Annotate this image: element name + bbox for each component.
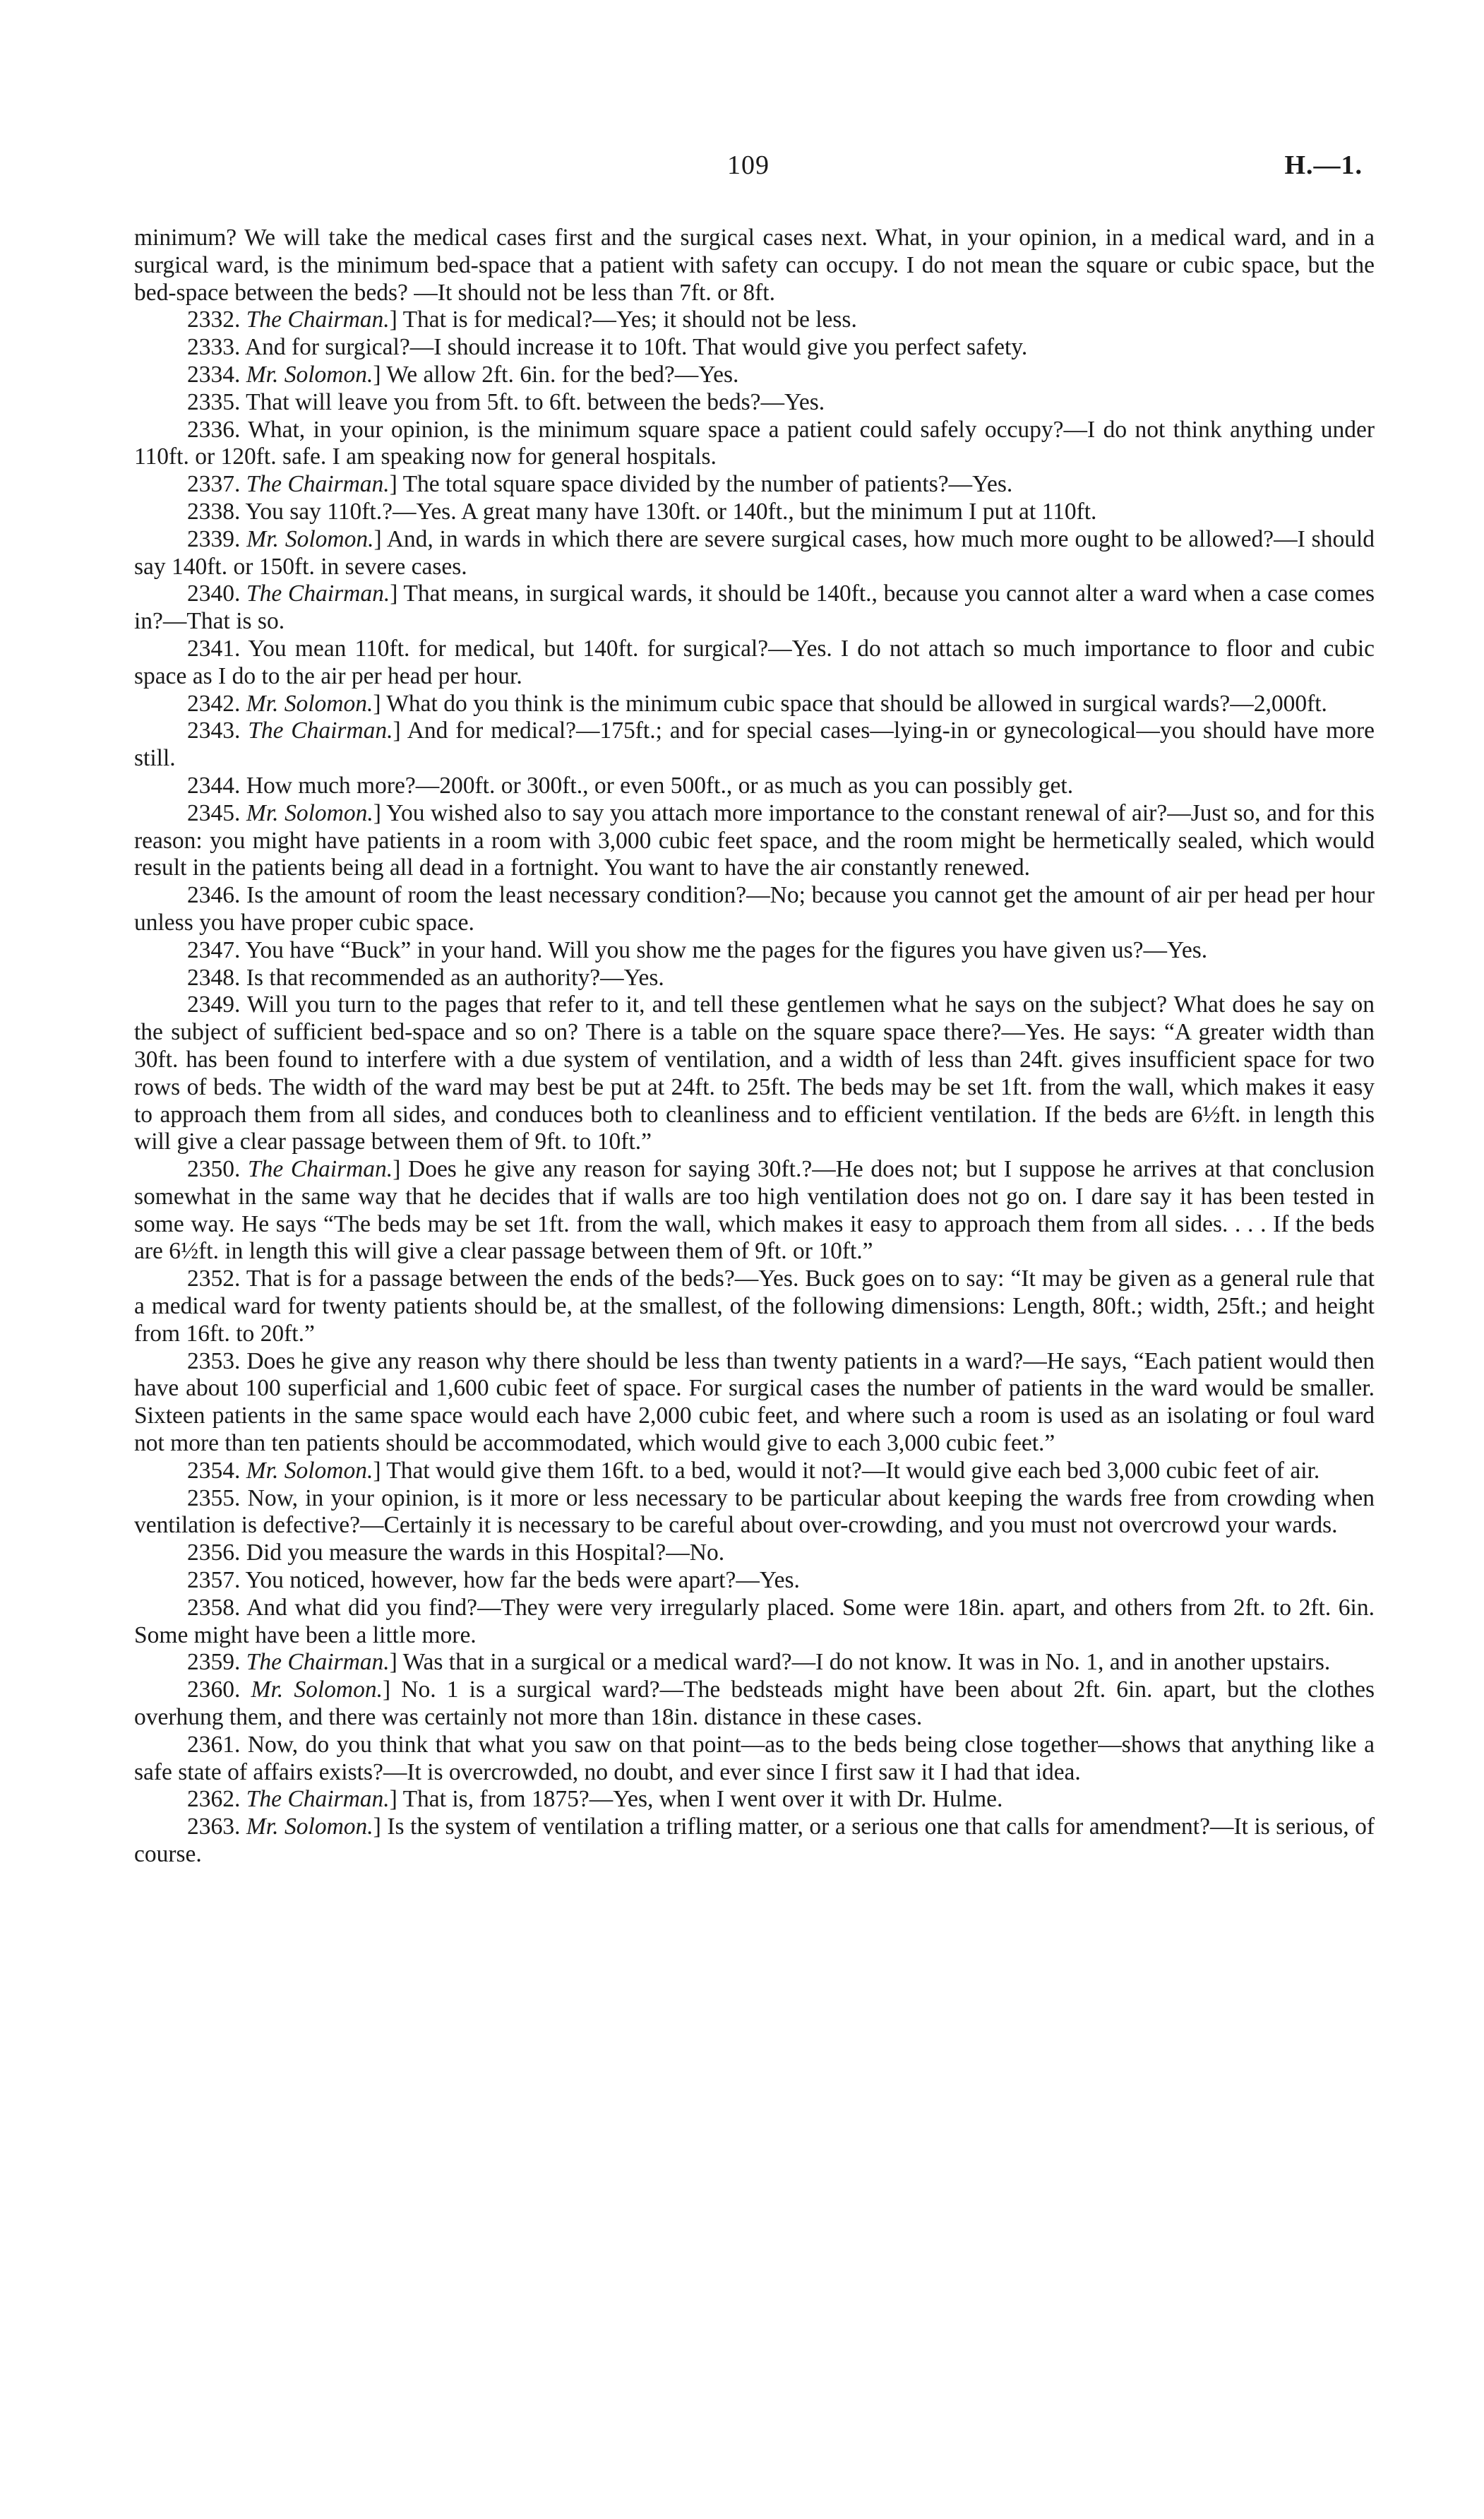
testimony-paragraph [134,1485,1375,1540]
paragraph-text: That will leave you from 5ft. to 6ft. between the beds?—Yes. [246,388,825,415]
question-number: 2337. [187,471,241,498]
testimony-paragraph [134,389,1375,417]
paragraph-text: Now, in your opinion, is it more or less necessary to be particular about keeping the wards free from crowding when ventilation is defective?—Certainly it is necessary to be careful about over-crowding, and you must not overcrowd your wards. [134,1484,1375,1539]
question-number: 2356. [187,1540,241,1566]
testimony-paragraph [134,499,1375,526]
question-number: 2358. [187,1594,241,1621]
testimony-paragraph: 2343. The Chairman.] And for medical?—175ft.; and for special cases—lying-in or gynecological—you should have more still. [134,717,1375,772]
paragraph-text: You noticed, however, how far the beds were apart?—Yes. [245,1567,800,1594]
paragraph-text: That means, in surgical wards, it should be 140ft., because you cannot alter a ward when a case comes in?—That is so. [134,580,1375,635]
paragraph-text: You wished also to say you attach more importance to the constant renewal of air?—Just so, and for this reason: you might have patients in a room with 3,000 cubic feet space, and the room might be hermetically sealed, which would result in the patients being all dead in a fortnight. You want to have the air constantly renewed. [134,799,1375,881]
question-number: 2347. [187,936,241,963]
paragraph-text: Was that in a surgical or a medical ward?—I do not know. It was in No. 1, and in another upstairs. [402,1649,1331,1676]
testimony-paragraph [134,773,1375,800]
testimony-paragraph [134,937,1375,965]
paragraph-text: And what did you find?—They were very irregularly placed. Some were 18in. apart, and others from 2ft. to 2ft. 6in. Some might have been a little more. [134,1594,1375,1648]
paragraph-text: You have “Buck” in your hand. Will you show me the pages for the figures you have given us?—Yes. [245,936,1208,963]
paragraph-text: And, in wards in which there are severe surgical cases, how much more ought to be allowed?—I should say 140ft. or 150ft. in severe cases. [134,525,1375,580]
speaker-name: The Chairman. [246,306,390,333]
testimony-paragraph [134,1348,1375,1458]
testimony-paragraph [134,1540,1375,1567]
question-number: 2340. [187,580,241,607]
testimony-paragraph: 2360. Mr. Solomon.] No. 1 is a surgical ward?—The bedsteads might have been about 2ft. 6in. apart, but the clothes overhung them, and there was certainly not more than 18in. distance in these cases. [134,1677,1375,1731]
paragraph-text: You mean 110ft. for medical, but 140ft. for surgical?—Yes. I do not attach so much importance to floor and cubic space as I do to the air per head per hour. [134,635,1375,689]
paragraph-text: That is for medical?—Yes; it should not be less. [402,306,857,333]
testimony-paragraph: 2363. Mr. Solomon.] Is the system of ventilation a trifling matter, or a serious one that calls for amendment?—It is serious, of course. [134,1814,1375,1868]
testimony-paragraph: 2334. Mr. Solomon.] We allow 2ft. 6in. for the bed?—Yes. [187,361,739,388]
speaker-name: Mr. Solomon. [246,690,373,717]
question-number: 2332. [187,306,241,333]
testimony-paragraph: 2350. The Chairman.] Does he give any reason for saying 30ft.?—He does not; but I suppose he arrives at that conclusion somewhat in the same way that he decides that if walls are too high ventilation does not go on. I dare say it has been tested in some way. He says “The beds may be set 1ft. from the wall, which makes it easy to approach them from all sides. . . . If the beds are 6½ft. in length this will give a clear passage between them of 9ft. or 10ft.” [134,1156,1375,1265]
speaker-name: Mr. Solomon. [246,1814,373,1840]
paragraph-text: That is for a passage between the ends of the beds?—Yes. Buck goes on to say: “It may be given as a general rule that a medical ward for twenty patients should be, at the smallest, of the following dimensions: Length, 80ft.; width, 25ft.; and height from 16ft. to 20ft.” [134,1266,1375,1347]
question-number: 2363. [187,1814,241,1840]
question-number: 2361. [187,1731,241,1758]
question-number: 2342. [187,690,241,717]
testimony-paragraph [134,334,1375,362]
paragraph-text: How much more?—200ft. or 300ft., or even 500ft., or as much as you can possibly get. [246,772,1074,799]
paragraph-text: What do you think is the minimum cubic space that should be allowed in surgical wards?—2,000ft. [386,690,1327,717]
speaker-name: The Chairman. [246,1786,390,1813]
document-reference: H.—1. [1284,150,1363,180]
question-number: 2335. [187,388,241,415]
question-number: 2359. [187,1649,241,1676]
speaker-name: Mr. Solomon. [251,1677,383,1703]
paragraph-text: Is that recommended as an authority?—Yes. [246,964,664,991]
paragraph-text: Will you turn to the pages that refer to it, and tell these gentlemen what he says on the subject? What does he say on the subject of sufficient bed-space and so on? There is a table on the square space there?—Yes. He says: “A greater width than 30ft. has been found to interfere with a due system of ventilation, and a width of less than 24ft. gives insufficient space for two rows of beds. The width of the ward may best be put at 24ft. to 25ft. The beds may be set 1ft. from the wall, which makes it easy to approach them from all sides, and conduces both to cleanliness and to efficient ventilation. If the beds are 6½ft. in length this will give a clear passage between them of 9ft. to 10ft.” [134,991,1375,1155]
question-number: 2350. [187,1156,241,1183]
paragraph-text: Now, do you think that what you saw on that point—as to the beds being close together—shows that anything like a safe state of affairs exists?—It is overcrowded, no doubt, and ever since I first saw it I had that idea. [134,1731,1375,1785]
speaker-name: The Chairman. [248,1156,393,1183]
question-number: 2357. [187,1567,241,1594]
testimony-paragraph [134,1567,1375,1595]
paragraph-text: You say 110ft.?—Yes. A great many have 130ft. or 140ft., but the minimum I put at 110ft. [245,498,1097,525]
testimony-paragraph [134,636,1375,691]
testimony-paragraph: 2354. Mr. Solomon.] That would give them 16ft. to a bed, would it not?—It would give each bed 3,000 cubic feet of air. [187,1457,1320,1484]
paragraph-text: And for surgical?—I should increase it to 10ft. That would give you perfect safety. [244,334,1028,361]
question-number: 2360. [187,1677,241,1703]
paragraph-text: Is the amount of room the least necessary condition?—No; because you cannot get the amount of air per head per hour unless you have proper cubic space. [134,882,1375,936]
paragraph-text: Does he give any reason for saying 30ft.?—He does not; but I suppose he arrives at that conclusion somewhat in the same way that he decides that if walls are too high ventilation does not go on. I dare say it has been tested in some way. He says “The beds may be set 1ft. from the wall, which makes it easy to approach them from all sides. . . . If the beds are 6½ft. in length this will give a clear passage between them of 9ft. or 10ft.” [134,1156,1375,1265]
testimony-paragraph: 2340. The Chairman.] That means, in surgical wards, it should be 140ft., because you cannot alter a ward when a case comes in?—That is so. [134,580,1375,635]
question-number: 2338. [187,498,241,525]
paragraph-text: No. 1 is a surgical ward?—The bedsteads might have been about 2ft. 6in. apart, but the clothes overhung them, and there was certainly not more than 18in. distance in these cases. [134,1677,1375,1731]
speaker-name: Mr. Solomon. [246,1457,373,1484]
question-number: 2344. [187,772,241,799]
question-number: 2355. [187,1484,241,1511]
paragraph-text: The total square space divided by the number of patients?—Yes. [402,471,1013,498]
testimony-text [134,225,1375,1869]
question-number: 2334. [187,361,241,388]
speaker-name: Mr. Solomon. [246,361,373,388]
testimony-paragraph [134,965,1375,992]
question-number: 2343. [187,717,241,744]
testimony-paragraph: 2339. Mr. Solomon.] And, in wards in which there are severe surgical cases, how much more ought to be allowed?—I should say 140ft. or 150ft. in severe cases. [134,525,1375,580]
question-number: 2346. [187,882,241,909]
testimony-paragraph [134,1595,1375,1650]
testimony-paragraph [134,991,1375,1156]
speaker-name: The Chairman. [246,471,390,498]
continued-paragraph [134,225,1375,306]
speaker-name: The Chairman. [248,717,393,744]
testimony-paragraph [134,417,1375,472]
testimony-paragraph [134,1266,1375,1347]
paragraph-text: And for medical?—175ft.; and for special cases—lying-in or gynecological—you should have more still. [134,717,1375,772]
question-number: 2345. [187,799,241,826]
question-number: 2348. [187,964,241,991]
question-number: 2341. [187,635,241,662]
paragraph-text: What, in your opinion, is the minimum square space a patient could safely occupy?—I do not think anything under 110ft. or 120ft. safe. I am speaking now for general hospitals. [134,416,1375,470]
testimony-paragraph: 2332. The Chairman.] That is for medical?—Yes; it should not be less. [187,306,857,333]
page-header [134,150,1363,192]
question-number: 2352. [187,1266,241,1292]
testimony-paragraph: 2337. The Chairman.] The total square space divided by the number of patients?—Yes. [187,471,1013,498]
testimony-paragraph: 2345. Mr. Solomon.] You wished also to say you attach more importance to the constant renewal of air?—Just so, and for this reason: you might have patients in a room with 3,000 cubic feet space, and the room might be hermetically sealed, which would result in the patients being all dead in a fortnight. You want to have the air constantly renewed. [134,799,1375,881]
question-number: 2333. [187,334,241,361]
speaker-name: Mr. Solomon. [246,525,374,552]
testimony-paragraph [134,882,1375,937]
testimony-paragraph: 2342. Mr. Solomon.] What do you think is the minimum cubic space that should be allowed in surgical wards?—2,000ft. [187,690,1327,717]
testimony-paragraph: 2362. The Chairman.] That is, from 1875?—Yes, when I went over it with Dr. Hulme. [187,1786,1003,1813]
question-number: 2353. [187,1347,241,1374]
speaker-name: The Chairman. [246,580,390,607]
paragraph-text: Did you measure the wards in this Hospital?—No. [246,1540,725,1566]
paragraph-text: That is, from 1875?—Yes, when I went over it with Dr. Hulme. [402,1786,1003,1813]
speaker-name: Mr. Solomon. [246,799,373,826]
question-number: 2336. [187,416,241,443]
speaker-name: The Chairman. [246,1649,390,1676]
question-number: 2339. [187,525,241,552]
paragraph-text: That would give them 16ft. to a bed, would it not?—It would give each bed 3,000 cubic feet of air. [386,1457,1320,1484]
question-number: 2354. [187,1457,241,1484]
question-number: 2362. [187,1786,241,1813]
testimony-paragraph [134,1732,1375,1787]
page-number: 109 [727,150,770,180]
paragraph-text: Is the system of ventilation a trifling matter, or a serious one that calls for amendment?—It is serious, of course. [134,1814,1375,1868]
paragraph-text: We allow 2ft. 6in. for the bed?—Yes. [386,361,739,388]
paragraph-text: minimum? We will take the medical cases first and the surgical cases next. What, in your opinion, in a medical ward, and in a surgical ward, is the minimum bed-space that a patient with safety can occupy. I do not mean the square or cubic space, but the bed-space between the beds? —It should not be less than 7ft. or 8ft. [134,225,1375,306]
paragraph-text: Does he give any reason why there should be less than twenty patients in a ward?—He says, “Each patient would then have about 100 superficial and 1,600 cubic feet of space. For surgical cases the number of patients in the ward would be smaller. Sixteen patients in the same space would each have 2,000 cubic feet, and where such a room is used as an isolating or foul ward not more than ten patients should be accommodated, which would give to each 3,000 cubic feet.” [134,1347,1375,1457]
testimony-paragraph: 2359. The Chairman.] Was that in a surgical or a medical ward?—I do not know. It was in No. 1, and in another upstairs. [187,1649,1331,1676]
question-number: 2349. [187,991,241,1018]
